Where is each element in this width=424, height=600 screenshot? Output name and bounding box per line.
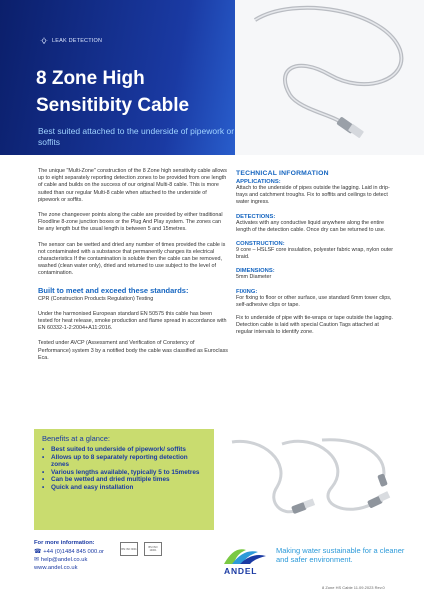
detections-text: Activates with any conductive liquid anywhere along the entire length of the detection cable. Once dry can be returned to use. bbox=[236, 219, 386, 233]
website-link[interactable]: www.andel.co.uk bbox=[34, 565, 78, 571]
category-tag bbox=[40, 37, 102, 45]
detections-section bbox=[236, 214, 396, 234]
intro-paragraph: The unique "Multi-Zone" construction of the 8 Zone high sensitivity cable allows up to eight separately reporting detection zones to be provided from one length of cable and builds on the success of our original Multi-8 cable. This is more suited than our regular Multi-8 cable when attached to the underside of pipework or soffits. bbox=[38, 168, 228, 203]
applications-heading: APPLICATIONS: bbox=[236, 179, 281, 185]
benefit-item: • Various lengths available, typically 5 to 15metres bbox=[42, 469, 206, 477]
benefits-heading: Benefits at a glance: bbox=[42, 434, 110, 443]
phone-line bbox=[34, 548, 104, 556]
certification-logos bbox=[120, 542, 162, 556]
standards-heading: Built to meet and exceed these standards: bbox=[38, 285, 189, 295]
cable-connectors-image bbox=[222, 432, 402, 527]
technical-info-heading: TECHNICAL INFORMATION bbox=[236, 170, 329, 177]
fixing-heading: FIXING: bbox=[236, 288, 258, 295]
page-title bbox=[36, 65, 236, 119]
dimensions-heading: DIMENSIONS: bbox=[236, 268, 275, 275]
page-title-line-2: Sensitibity Cable bbox=[36, 95, 190, 116]
applications-text: Attach to the underside of pipes outside the lagging. Laid in drip-trays and catchment troughs. Fix to soffits and ceilings to detect water ingress. bbox=[236, 185, 390, 206]
zone-paragraph: The zone changeover points along the cable are provided by either traditional Floodline 8-zone junction boxes or the Plug And Play system. The zones can be any length but the usual length is between 5 and 15metres. bbox=[38, 212, 223, 233]
cpr-text: CPR (Construction Products Regulation) Testing bbox=[38, 295, 154, 302]
email-address[interactable]: help@andel.co.uk bbox=[40, 557, 88, 563]
phone-icon: ☎ bbox=[34, 549, 42, 555]
benefit-item: • Quick and easy installation bbox=[42, 484, 206, 492]
description-column bbox=[38, 168, 228, 370]
en50575-paragraph: Under the harmonised European standard EN 50575 this cable has been tested for heat release, smoke production and flame spread in accordance with EN 60332-1-2:2004+A11:2016. bbox=[38, 310, 227, 332]
benefits-box bbox=[34, 429, 214, 530]
construction-text: 9 core – HSLSF core insulation, polyester fabric wrap, nylon outer braid. bbox=[236, 247, 394, 261]
applications-section bbox=[236, 179, 396, 207]
technical-info-column bbox=[236, 170, 396, 344]
construction-heading: CONSTRUCTION: bbox=[236, 241, 285, 248]
cable-product-image bbox=[235, 0, 424, 155]
category-tag-label: LEAK DETECTION bbox=[52, 38, 103, 44]
detections-heading: DETECTIONS: bbox=[236, 213, 276, 220]
email-line bbox=[34, 556, 104, 564]
page-subtitle: Best suited attached to the underside of pipework or soffits bbox=[38, 126, 235, 147]
iso-9001-badge: BSI ISO 9001 bbox=[120, 542, 138, 556]
benefit-item: • Allows up to 8 separately reporting detection zones bbox=[42, 454, 206, 469]
contact-block bbox=[34, 540, 104, 571]
iso-14001-badge: BSI ISO 14001 bbox=[144, 542, 162, 556]
brand-tagline: Making water sustainable for a cleaner and safer environment. bbox=[276, 546, 405, 564]
header-banner bbox=[0, 0, 424, 155]
page-title-line-1: 8 Zone High bbox=[36, 68, 145, 89]
avcp-paragraph: Tested under AVCP (Assessment and Verification of Constency of Performance) system 3 by a notified body the cable was classified as Euroclass Eca. bbox=[38, 340, 228, 361]
construction-section bbox=[236, 241, 396, 261]
lightbulb-icon bbox=[40, 37, 48, 45]
phone-number[interactable]: +44 (0)1484 845 000.or bbox=[43, 549, 104, 555]
document-reference: 8 Zone HS Cable 11.09.2023 Rev.0 bbox=[322, 585, 385, 590]
benefit-item: • Can be wetted and dried multiple times bbox=[42, 476, 206, 484]
fixing-text-2: Fix to underside of pipe with tie-wraps or tape outside the lagging. Detection cable is laid with special Caution Tags attached at regular intervals to identify zone. bbox=[236, 315, 394, 336]
fixing-text-1: For fixing to floor or other surface, use standard 6mm tower clips, self-adhesive clips or tape. bbox=[236, 294, 392, 308]
more-info-label: For more information: bbox=[34, 540, 95, 546]
dimensions-section bbox=[236, 268, 396, 281]
sensor-paragraph: The sensor can be wetted and dried any number of times provided the cable is not contaminated with a substance that permanently changes its electrical characteristics If the contamination is soluble then the cable can be removed, washed (clean water only), dried and returned to use subject to the level of contamination. bbox=[38, 241, 226, 277]
benefit-item: • Best suited to underside of pipework/ soffits bbox=[42, 446, 206, 454]
andel-brand-name: ANDEL bbox=[224, 566, 258, 576]
benefits-list bbox=[42, 446, 206, 492]
dimensions-text: 5mm Diameter bbox=[236, 274, 272, 281]
email-icon: ✉ bbox=[34, 557, 39, 563]
fixing-section bbox=[236, 289, 396, 337]
